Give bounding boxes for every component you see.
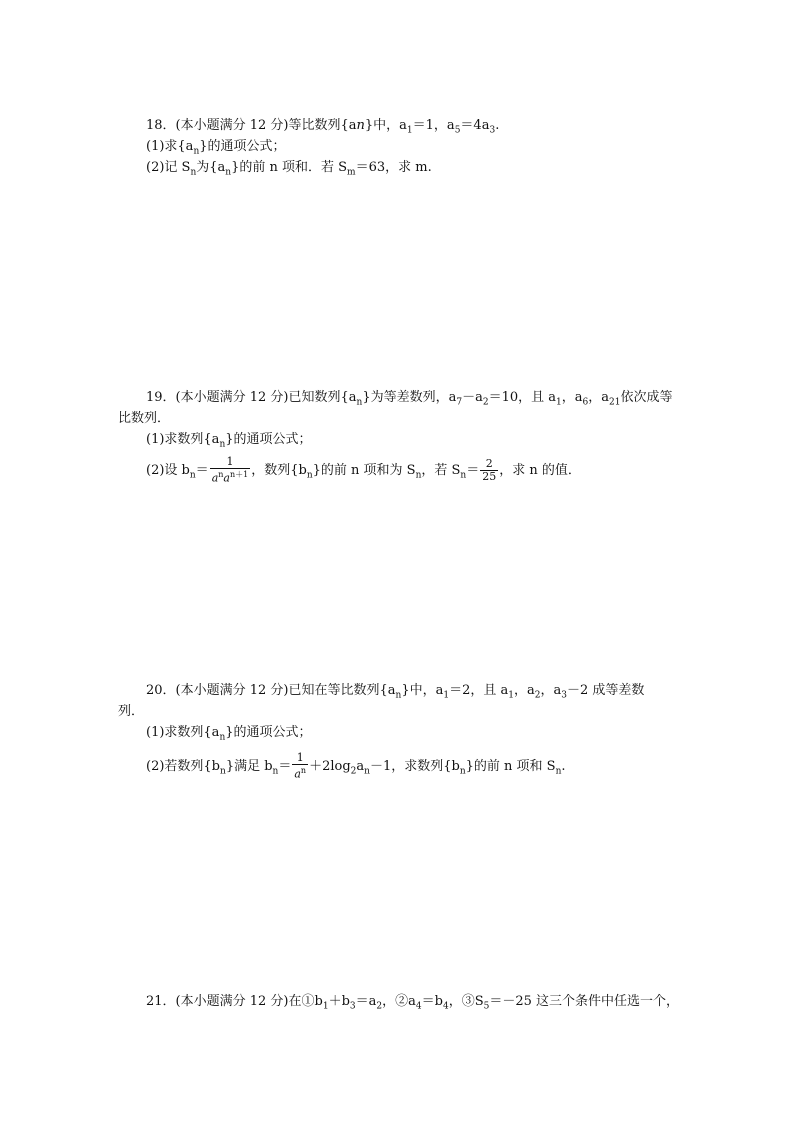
- q20-part1: (1)求数列$\{a_n\}$的通项公式；: [146, 725, 312, 743]
- fraction-1-over-an: $\frac{1}{a^n}$: [294, 751, 307, 781]
- q19-title: 19．(本小题满分 12 分)已知数列$\{a_n\}$为等差数列，$a_7-a_2=10$，且 $a_1$，$a_6$，$a_{21}$依次成等: [146, 390, 673, 408]
- q19-part2: (2)设 $b_n=$ $\frac{1}{a^na^{n+1}}$ ，数列$\{b_n\}$的前 n 项和为 $S_n$，若 $S_n=$ $\frac{2}{25}$ ，求 n 的值．: [146, 455, 581, 485]
- q19-part1: (1)求数列$\{a_n\}$的通项公式；: [146, 432, 312, 450]
- q18-part1: (1)求$\{a_n\}$的通项公式；: [146, 139, 286, 157]
- q19-title-cont: 比数列．: [118, 411, 171, 426]
- fraction-2-over-25: $\frac{2}{25}$: [482, 456, 497, 483]
- q20-title: 20．(本小题满分 12 分)已知在等比数列$\{a_n\}$中，$a_1=2$，且 $a_1$，$a_2$，$a_3-2$ 成等差数: [146, 683, 645, 701]
- fraction-1-over-aa: $\frac{1}{a^na^{n+1}}$: [211, 455, 249, 485]
- q18-title: 18．(本小题满分 12 分)等比数列{an}中，$a_1=1$，$a_5=4a_3$.: [146, 118, 500, 136]
- q20-title-cont: 列．: [118, 704, 145, 719]
- q21-title: 21．(本小题满分 12 分)在$①b_1+b_3=a_2$，$②a_4=b_4$，$③S_5=-25$ 这三个条件中任选一个，: [146, 994, 680, 1012]
- q20-part2: (2)若数列$\{b_n\}$满足 $b_n=$ $\frac{1}{a^n}$ $+2\log_2a_n-1$，求数列$\{b_n\}$的前 n 项和 $S_n$.: [146, 751, 566, 781]
- q18-part2: (2)记 $S_n$为$\{a_n\}$的前 n 项和．若 $S_m=63$，求 m.: [146, 160, 432, 178]
